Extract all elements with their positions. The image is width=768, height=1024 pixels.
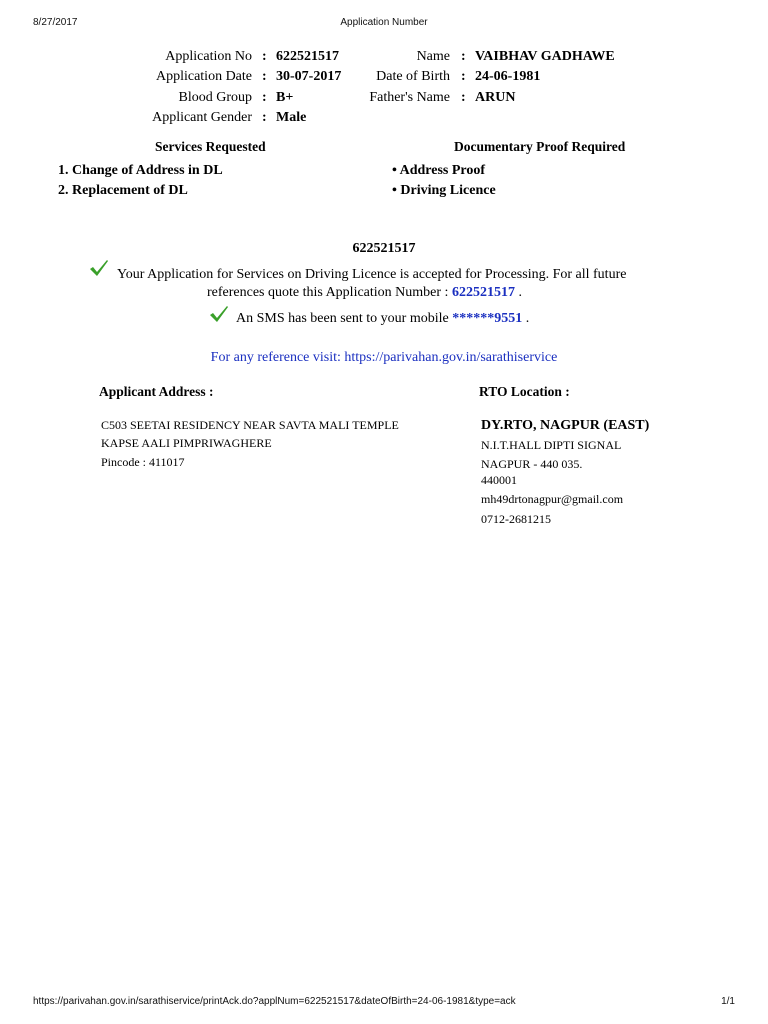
print-date: 8/27/2017 — [33, 17, 78, 28]
gender-value: Male — [276, 110, 307, 125]
address-line: C503 SEETAI RESIDENCY NEAR SAVTA MALI TEMPLE — [101, 418, 399, 432]
colon: : — [461, 69, 466, 84]
check-icon — [89, 259, 109, 277]
print-title: Application Number — [340, 17, 428, 28]
reference-prefix: references quote this Application Number : — [207, 285, 449, 300]
colon: : — [262, 110, 267, 125]
accepted-message: Your Application for Services on Driving Licence is accepted for Processing. For all future — [117, 267, 627, 282]
rto-email: mh49drtonagpur@gmail.com — [481, 492, 624, 506]
sms-suffix: . — [525, 311, 530, 326]
page-number: 1/1 — [721, 996, 735, 1007]
documentary-proof-heading: Documentary Proof Required — [454, 139, 626, 154]
colon: : — [461, 49, 466, 64]
rto-address-line: NAGPUR - 440 035. — [481, 457, 583, 471]
applicant-address-heading: Applicant Address : — [99, 384, 214, 399]
reference-suffix: . — [518, 285, 522, 300]
proof-item: • Driving Licence — [392, 183, 496, 198]
colon: : — [262, 90, 267, 105]
blood-group-label: Blood Group — [178, 90, 252, 105]
rto-address-line: N.I.T.HALL DIPTI SIGNAL — [481, 438, 622, 452]
service-item: 1. Change of Address in DL — [58, 163, 223, 178]
colon: : — [262, 69, 267, 84]
application-date-value: 30-07-2017 — [276, 69, 342, 84]
proof-item: • Address Proof — [392, 163, 486, 178]
dob-label: Date of Birth — [376, 69, 450, 84]
gender-label: Applicant Gender — [152, 110, 252, 125]
reference-number-line — [207, 285, 522, 301]
rto-pincode: 440001 — [481, 473, 517, 487]
print-url: https://parivahan.gov.in/sarathiservice/printAck.do?applNum=622521517&dateOfBirth=24-06-1981&type=ack — [33, 996, 516, 1007]
dob-value: 24-06-1981 — [475, 69, 541, 84]
service-item: 2. Replacement of DL — [58, 183, 188, 198]
check-icon — [209, 305, 229, 323]
application-date-label: Application Date — [155, 69, 252, 84]
address-line: KAPSE AALI PIMPRIWAGHERE — [101, 436, 272, 450]
application-no-value: 622521517 — [276, 49, 339, 64]
blood-group-value: B+ — [276, 90, 294, 105]
name-label: Name — [416, 49, 450, 64]
services-requested-heading: Services Requested — [155, 139, 266, 154]
reference-number: 622521517 — [451, 285, 515, 300]
father-name-label: Father's Name — [369, 90, 450, 105]
rto-phone: 0712-2681215 — [481, 512, 551, 526]
reference-link[interactable]: For any reference visit: https://parivahan.gov.in/sarathiservice — [210, 350, 558, 365]
colon: : — [262, 49, 267, 64]
sms-line — [236, 311, 529, 327]
father-name-value: ARUN — [475, 90, 516, 105]
sms-prefix: An SMS has been sent to your mobile — [236, 311, 449, 326]
masked-mobile: ******9551 — [452, 311, 523, 326]
rto-location-heading: RTO Location : — [479, 384, 570, 399]
colon: : — [461, 90, 466, 105]
name-value: VAIBHAV GADHAWE — [475, 49, 615, 64]
acknowledgement-number: 622521517 — [352, 241, 416, 256]
application-no-label: Application No — [165, 49, 252, 64]
address-pincode: Pincode : 411017 — [101, 455, 185, 469]
rto-office: DY.RTO, NAGPUR (EAST) — [481, 418, 650, 433]
